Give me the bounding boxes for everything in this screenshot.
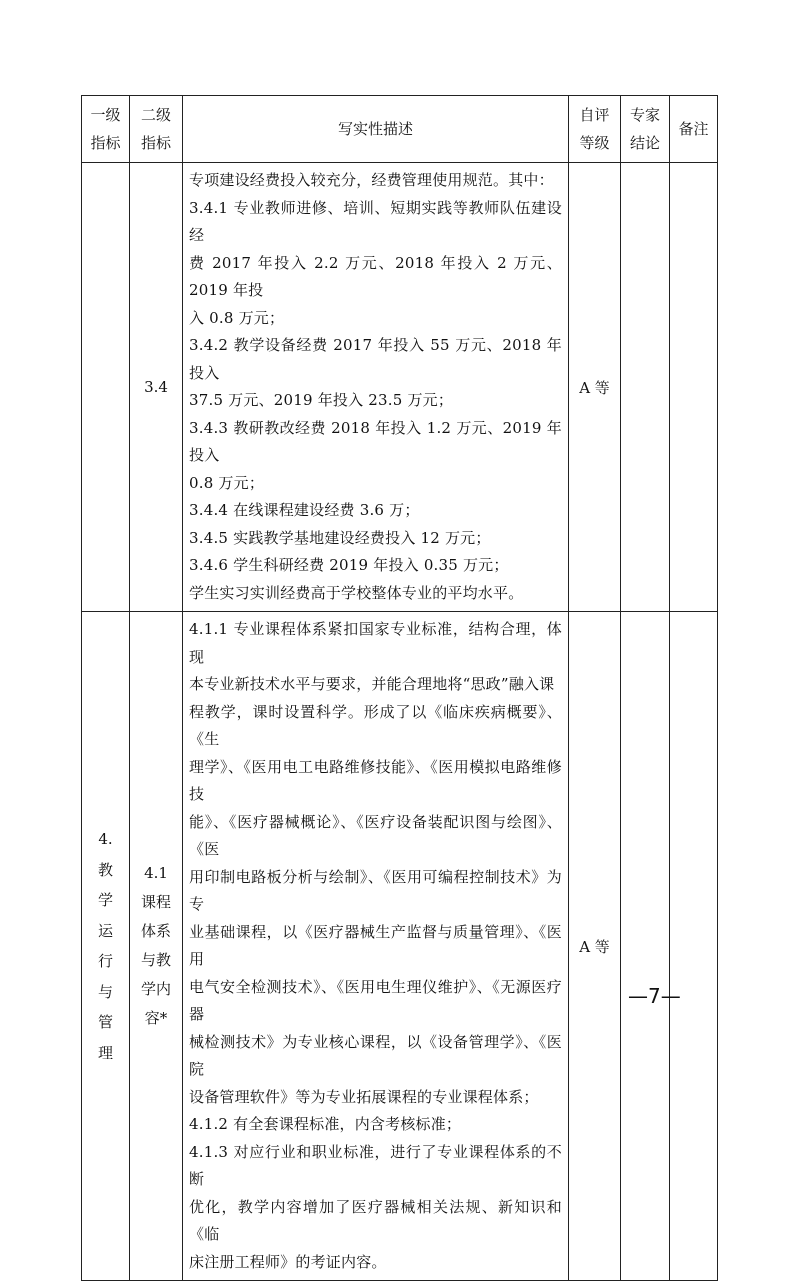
level2-vertical-text [138,859,174,1033]
level1-cell [82,163,130,612]
level1-cell [82,612,130,1281]
header-self-grade [569,96,621,163]
level2-cell [130,612,183,1281]
header-text: 指标 [140,134,171,152]
text-line: 4.1.3 对应行业和职业标准，进行了专业课程体系的不断 [189,1142,562,1188]
text-line: 理 [97,1043,113,1062]
text-line: 专项建设经费投入较充分，经费管理使用规范。其中： [189,171,554,189]
note-cell [670,163,718,612]
text-line: 学内 [140,980,171,998]
text-line: 学生实习实训经费高于学校整体专业的平均水平。 [189,583,524,602]
page-number: —7— [628,984,681,1008]
table-row [82,612,718,1281]
text-line: 运 [97,921,113,940]
text-line: 容* [144,1009,168,1027]
header-level1 [82,96,130,163]
level2-cell: 3.4 [130,163,183,612]
evaluation-table [81,95,718,1281]
header-expert [621,96,670,163]
header-note: 备注 [670,96,718,163]
self-grade-cell: A 等 [569,612,621,1281]
text-line: 床注册工程师》的考证内容。 [189,1252,387,1271]
description-cell [183,612,569,1281]
text-line: 械检测技术》为专业核心课程，以《设备管理学》、《医院 [189,1032,562,1078]
text-line: 本专业新技术水平与要求，并能合理地将“思政”融入课 [189,675,555,693]
text-line: 入 0.8 万元； [189,308,285,327]
header-text: 自评 [579,106,610,124]
header-level2 [130,96,183,163]
text-line: 4.1.2 有全套课程标准，内含考核标准； [189,1115,462,1133]
text-line: 费 2017 年投入 2.2 万元、2018 年投入 2 万元、2019 年投 [189,253,562,299]
header-description: 写实性描述 [183,96,569,163]
note-cell [670,612,718,1281]
table-header-row [82,96,718,163]
header-text: 一级 [90,106,121,124]
text-line: 体系 [140,922,171,940]
description-cell [183,163,569,612]
text-line: 业基础课程，以《医疗器械生产监督与质量管理》、《医用 [189,922,562,968]
text-line: 与教 [140,951,171,969]
text-line: 4.1.1 专业课程体系紧扣国家专业标准，结构合理，体现 [189,620,562,666]
expert-cell [621,163,670,612]
text-line: 用印制电路板分析与绘制》、《医用可编程控制技术》为专 [189,867,562,913]
text-line: 优化，教学内容增加了医疗器械相关法规、新知识和《临 [189,1197,562,1243]
text-line: 行 [97,952,113,970]
header-text: 等级 [579,134,610,152]
text-line: 0.8 万元； [189,473,265,492]
text-line: 学 [97,891,113,909]
header-text: 专家 [629,106,660,124]
header-text: 结论 [629,134,660,152]
text-line: 3.4.2 教学设备经费 2017 年投入 55 万元、2018 年投入 [189,336,562,382]
text-line: 3.4.3 教研教改经费 2018 年投入 1.2 万元、2019 年投入 [189,418,562,464]
expert-cell [621,612,670,1281]
text-line: 3.4.1 专业教师进修、培训、短期实践等教师队伍建设经 [189,198,562,244]
text-line: 3.4.6 学生科研经费 2019 年投入 0.35 万元； [189,556,509,574]
text-line: 能》、《医疗器械概论》、《医疗设备装配识图与绘图》、《医 [189,812,562,858]
text-line: 设备管理软件》等为专业拓展课程的专业课程体系； [189,1087,539,1106]
level1-vertical-text [96,824,116,1068]
self-grade-cell: A 等 [569,163,621,612]
text-line: 与 [97,982,113,1001]
text-line: 4.1 [144,864,168,882]
text-line: 3.4.5 实践教学基地建设经费投入 12 万元； [189,528,491,547]
header-text: 指标 [90,134,121,152]
text-line: 37.5 万元、2019 年投入 23.5 万元； [189,391,454,409]
text-line: 电气安全检测技术》、《医用电生理仪维护》、《无源医疗器 [189,977,562,1023]
text-line: 教 [97,860,113,879]
table-row [82,163,718,612]
text-line: 课程 [140,893,171,911]
text-line: 程教学，课时设置科学。形成了以《临床疾病概要》、《生 [189,702,562,748]
header-text: 二级 [140,106,171,124]
text-line: 管 [97,1013,113,1031]
text-line: 4. [98,830,113,848]
text-line: 3.4.4 在线课程建设经费 3.6 万； [189,501,420,519]
text-line: 理学》、《医用电工电路维修技能》、《医用模拟电路维修技 [189,757,562,803]
